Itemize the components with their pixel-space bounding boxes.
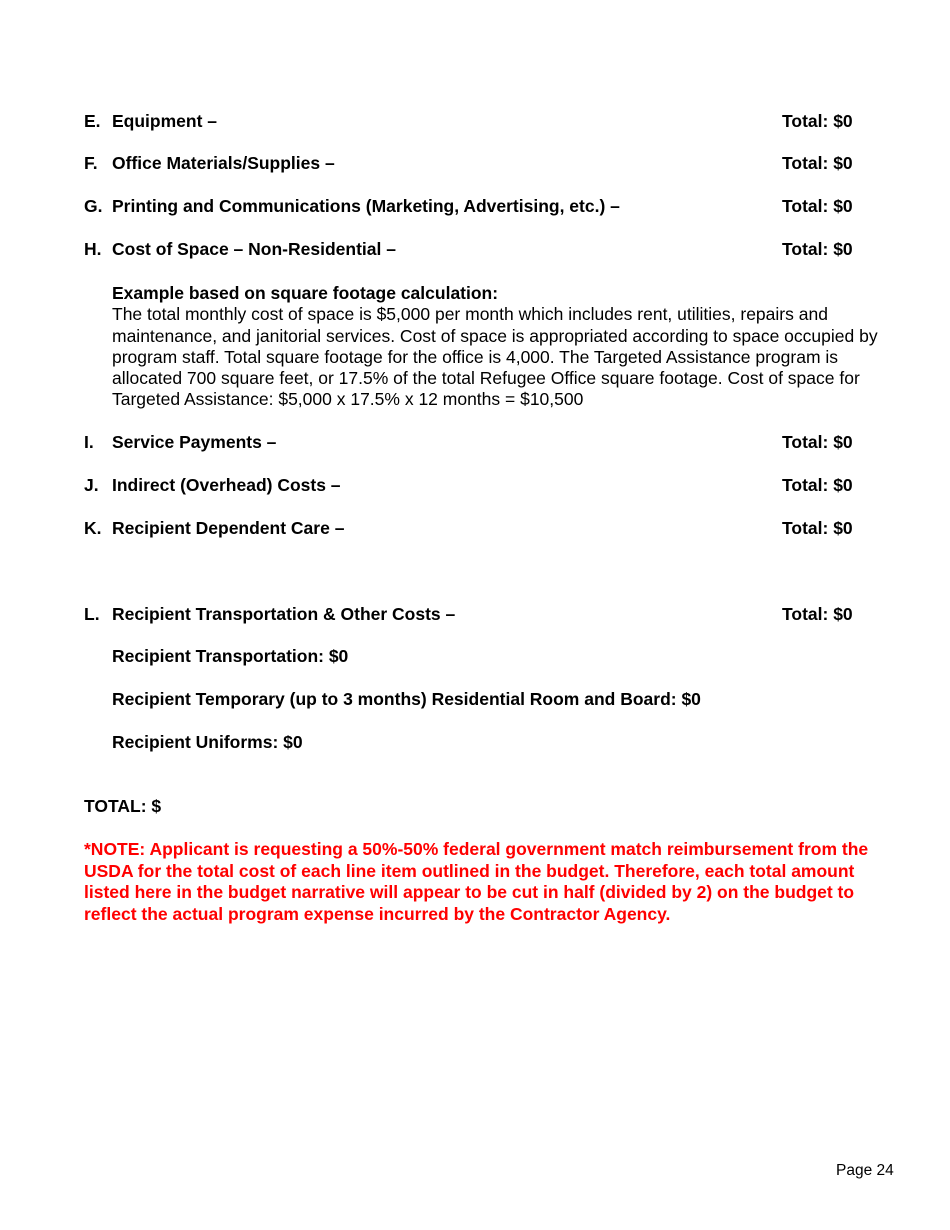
line-item-letter: H. bbox=[84, 239, 102, 259]
federal-match-note: *NOTE: Applicant is requesting a 50%-50% federal government match reimbursement from the USDA for the total cost of each line item outlined in the budget. Therefore, each total amount listed here in the budget narrative will appear to be cut in half (divided by 2) on the budget to reflect the actual program expense incurred by the Contractor Agency. bbox=[84, 839, 869, 924]
line-item-printing bbox=[84, 196, 620, 217]
line-item-letter: E. bbox=[84, 111, 101, 131]
line-item-label: Recipient Dependent Care – bbox=[112, 518, 345, 538]
example-heading: Example based on square footage calculation: bbox=[112, 283, 499, 303]
line-item-letter: K. bbox=[84, 518, 102, 538]
example-block bbox=[112, 283, 887, 411]
line-item-label: Indirect (Overhead) Costs – bbox=[112, 475, 341, 495]
line-item-letter: F. bbox=[84, 153, 98, 173]
line-item-indirect-costs bbox=[84, 475, 341, 496]
sub-item-room-and-board: Recipient Temporary (up to 3 months) Residential Room and Board: $0 bbox=[112, 689, 701, 709]
line-item-transportation bbox=[84, 604, 455, 625]
line-item-label: Office Materials/Supplies – bbox=[112, 153, 335, 173]
line-item-total: Total: $0 bbox=[782, 432, 853, 452]
line-item-total: Total: $0 bbox=[782, 518, 853, 538]
line-item-total: Total: $0 bbox=[782, 196, 853, 216]
line-item-total: Total: $0 bbox=[782, 111, 853, 131]
line-item-office-materials bbox=[84, 153, 335, 174]
example-body: The total monthly cost of space is $5,000 per month which includes rent, utilities, repairs and maintenance, and janitorial services. Cost of space is appropriated according to space occupied by program staff. Total square footage for the office is 4,000. The Targeted Assistance program is allocated 700 square feet, or 17.5% of the total Refugee Office square footage. Cost of space for Targeted Assistance: $5,000 x 17.5% x 12 months = $10,500 bbox=[112, 304, 878, 410]
line-item-letter: G. bbox=[84, 196, 103, 216]
line-item-cost-of-space bbox=[84, 239, 396, 260]
line-item-label: Printing and Communications (Marketing, Advertising, etc.) – bbox=[112, 196, 620, 216]
line-item-total: Total: $0 bbox=[782, 239, 853, 259]
sub-item-uniforms: Recipient Uniforms: $0 bbox=[112, 732, 303, 752]
line-item-letter: J. bbox=[84, 475, 99, 495]
sub-item-transportation: Recipient Transportation: $0 bbox=[112, 646, 349, 666]
line-item-label: Service Payments – bbox=[112, 432, 277, 452]
line-item-dependent-care bbox=[84, 518, 344, 539]
line-item-equipment bbox=[84, 111, 217, 132]
line-item-letter: L. bbox=[84, 604, 100, 624]
line-item-total: Total: $0 bbox=[782, 475, 853, 495]
line-item-service-payments bbox=[84, 432, 276, 453]
line-item-letter: I. bbox=[84, 432, 94, 452]
grand-total: TOTAL: $ bbox=[84, 796, 162, 816]
line-item-label: Cost of Space – Non-Residential – bbox=[112, 239, 396, 259]
line-item-label: Equipment – bbox=[112, 111, 218, 131]
line-item-total: Total: $0 bbox=[782, 153, 853, 173]
line-item-total: Total: $0 bbox=[782, 604, 853, 624]
line-item-label: Recipient Transportation & Other Costs – bbox=[112, 604, 456, 624]
page-number: Page 24 bbox=[836, 1162, 894, 1179]
